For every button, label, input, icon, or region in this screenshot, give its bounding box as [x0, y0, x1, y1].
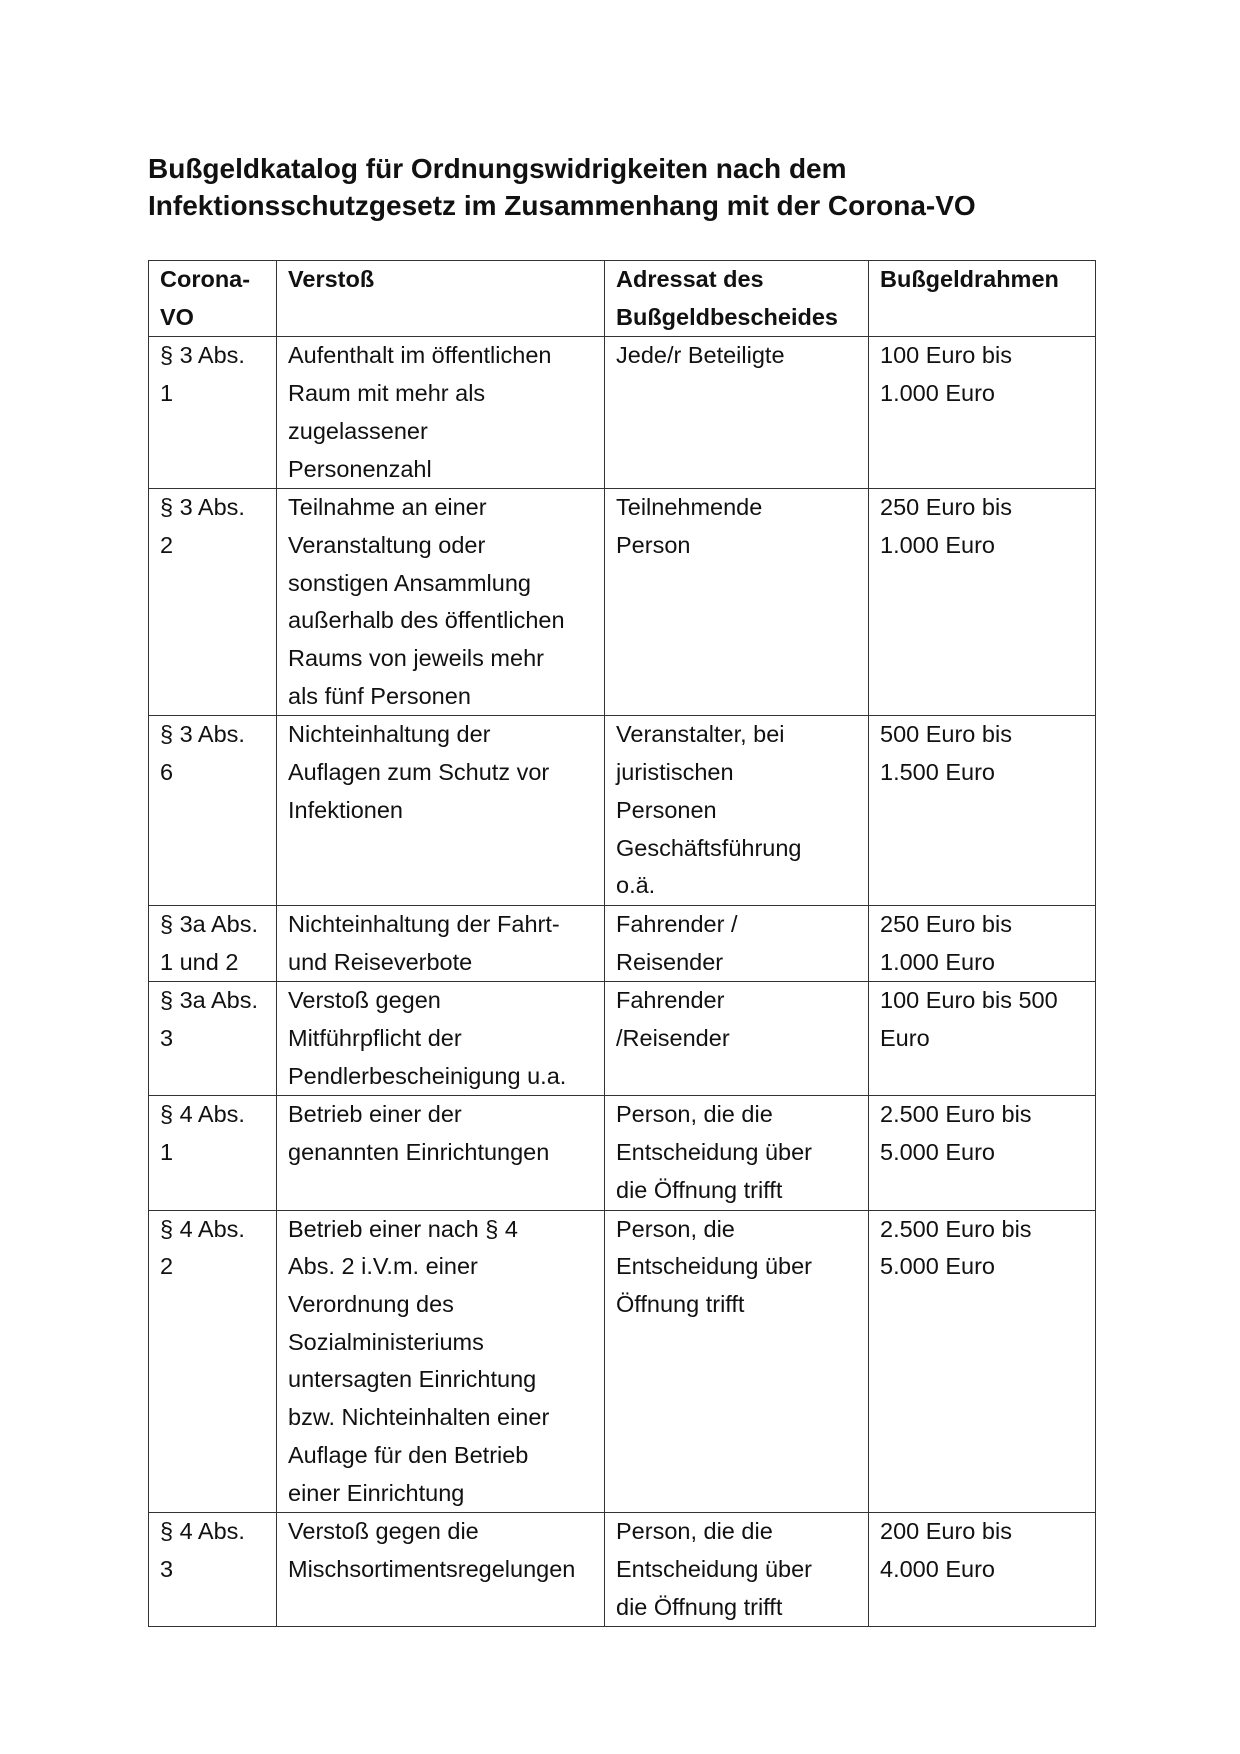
cell-adressat: Person, die die Entscheidung über die Öffnung trifft — [605, 1513, 869, 1627]
cell-bussgeldrahmen: 2.500 Euro bis 5.000 Euro — [869, 1210, 1096, 1513]
cell-corona-vo: § 3 Abs. 2 — [149, 489, 277, 716]
document-title — [148, 150, 976, 224]
table-row — [149, 1513, 1096, 1627]
cell-bussgeldrahmen: 2.500 Euro bis 5.000 Euro — [869, 1096, 1096, 1210]
title-line-2: Infektionsschutzgesetz im Zusammenhang mit der Corona-VO — [148, 190, 976, 221]
cell-corona-vo: § 3a Abs. 3 — [149, 982, 277, 1096]
title-line-1: Bußgeldkatalog für Ordnungswidrigkeiten nach dem — [148, 153, 847, 184]
cell-corona-vo: § 3a Abs. 1 und 2 — [149, 905, 277, 981]
cell-adressat: Person, die Entscheidung über Öffnung trifft — [605, 1210, 869, 1513]
cell-verstoss: Betrieb einer der genannten Einrichtungen — [277, 1096, 605, 1210]
table-row — [149, 982, 1096, 1096]
table-row — [149, 1096, 1096, 1210]
cell-verstoss: Verstoß gegen die Mischsortimentsregelungen — [277, 1513, 605, 1627]
cell-adressat: Person, die die Entscheidung über die Öffnung trifft — [605, 1096, 869, 1210]
fine-catalog-table — [148, 260, 1096, 1627]
header-corona-vo: Corona- VO — [149, 261, 277, 337]
cell-corona-vo: § 3 Abs. 1 — [149, 337, 277, 489]
cell-verstoss: Verstoß gegen Mitführpflicht der Pendlerbescheinigung u.a. — [277, 982, 605, 1096]
header-verstoss: Verstoß — [277, 261, 605, 337]
cell-adressat: Fahrender /Reisender — [605, 982, 869, 1096]
cell-bussgeldrahmen: 200 Euro bis 4.000 Euro — [869, 1513, 1096, 1627]
cell-bussgeldrahmen: 100 Euro bis 500 Euro — [869, 982, 1096, 1096]
cell-corona-vo: § 4 Abs. 2 — [149, 1210, 277, 1513]
cell-corona-vo: § 4 Abs. 3 — [149, 1513, 277, 1627]
header-bussgeldrahmen: Bußgeldrahmen — [869, 261, 1096, 337]
cell-corona-vo: § 3 Abs. 6 — [149, 716, 277, 906]
cell-bussgeldrahmen: 500 Euro bis 1.500 Euro — [869, 716, 1096, 906]
cell-adressat: Teilnehmende Person — [605, 489, 869, 716]
header-adressat: Adressat des Bußgeldbescheides — [605, 261, 869, 337]
cell-adressat: Fahrender / Reisender — [605, 905, 869, 981]
cell-verstoss: Teilnahme an einer Veranstaltung oder sonstigen Ansammlung außerhalb des öffentlichen Raums von jeweils mehr als fünf Personen — [277, 489, 605, 716]
cell-adressat: Veranstalter, bei juristischen Personen Geschäftsführung o.ä. — [605, 716, 869, 906]
table-row — [149, 716, 1096, 906]
table-row — [149, 337, 1096, 489]
table-row — [149, 489, 1096, 716]
table-row — [149, 905, 1096, 981]
cell-bussgeldrahmen: 250 Euro bis 1.000 Euro — [869, 489, 1096, 716]
cell-adressat: Jede/r Beteiligte — [605, 337, 869, 489]
table-header-row — [149, 261, 1096, 337]
cell-verstoss: Nichteinhaltung der Fahrt- und Reiseverbote — [277, 905, 605, 981]
cell-bussgeldrahmen: 100 Euro bis 1.000 Euro — [869, 337, 1096, 489]
cell-verstoss: Nichteinhaltung der Auflagen zum Schutz vor Infektionen — [277, 716, 605, 906]
table-row — [149, 1210, 1096, 1513]
cell-bussgeldrahmen: 250 Euro bis 1.000 Euro — [869, 905, 1096, 981]
cell-verstoss: Aufenthalt im öffentlichen Raum mit mehr als zugelassener Personenzahl — [277, 337, 605, 489]
cell-verstoss: Betrieb einer nach § 4 Abs. 2 i.V.m. einer Verordnung des Sozialministeriums untersagten Einrichtung bzw. Nichteinhalten einer Auflage für den Betrieb einer Einrichtung — [277, 1210, 605, 1513]
cell-corona-vo: § 4 Abs. 1 — [149, 1096, 277, 1210]
